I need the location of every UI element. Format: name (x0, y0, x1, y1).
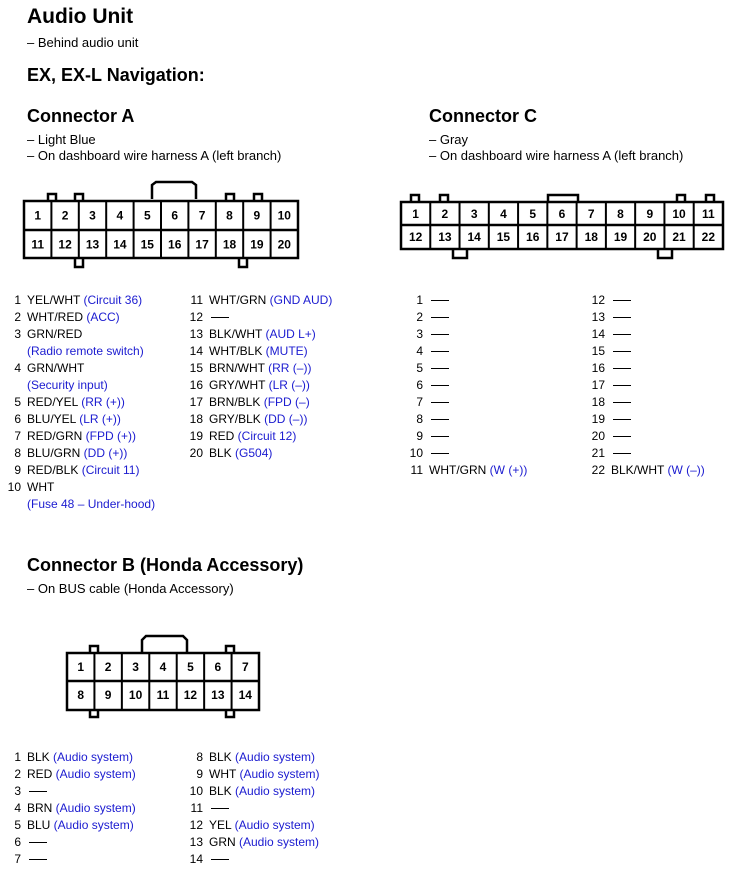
pin-number: 11 (410, 463, 423, 477)
no-wire-dash (211, 317, 229, 318)
connector-a-cell-4: 4 (116, 208, 124, 223)
connector-c-pin-15 (591, 343, 705, 360)
pin-circuit-description: (FPD (+)) (82, 429, 137, 443)
no-wire-dash (211, 808, 229, 809)
pin-number: 6 (416, 378, 423, 392)
connector-a-pin-8 (14, 445, 155, 462)
connector-b-pin-7 (14, 851, 136, 868)
pin-number: 18 (189, 412, 203, 426)
pin-circuit-description: (G504) (231, 446, 273, 460)
connector-b-pin-3 (14, 783, 136, 800)
pin-wire-color: RED (27, 767, 53, 781)
connector-b-pin-8 (196, 749, 319, 766)
connector-a-note-color: – Light Blue (27, 132, 96, 147)
connector-a-pin-10 (7, 479, 156, 513)
connector-a-cell-20: 20 (277, 237, 291, 252)
connector-a-cell-6: 6 (171, 208, 179, 223)
connector-a-pin-6 (14, 411, 155, 428)
no-wire-dash (29, 791, 47, 792)
connector-a-cell-7: 7 (198, 208, 206, 223)
pin-number: 11 (190, 801, 203, 815)
connector-b-pin-9 (196, 766, 320, 783)
no-wire-dash (613, 317, 631, 318)
pin-number: 9 (416, 429, 423, 443)
connector-a-pin-20 (189, 445, 332, 462)
connector-a-cell-18: 18 (222, 237, 237, 252)
pin-number: 12 (189, 818, 203, 832)
connector-c-pin-7 (416, 394, 527, 411)
pin-number: 20 (591, 429, 605, 443)
connector-a-pin-11 (190, 292, 333, 309)
connector-a-cell-11: 11 (31, 237, 45, 252)
connector-c-cell-6: 6 (558, 207, 566, 221)
pin-circuit-description: (Audio system) (52, 801, 136, 815)
connector-a-pin-15 (189, 360, 332, 377)
connector-c-cell-10: 10 (672, 207, 686, 221)
connector-c-pin-13 (591, 309, 705, 326)
pin-number: 10 (189, 784, 203, 798)
no-wire-dash (431, 300, 449, 301)
connector-c-cell-11: 11 (701, 207, 715, 221)
pin-circuit-description: (Audio system) (231, 750, 316, 764)
pin-number: 20 (189, 446, 203, 460)
connector-a-cell-10: 10 (277, 208, 291, 223)
pin-number: 6 (14, 412, 21, 426)
connector-b-cell-14: 14 (238, 688, 252, 702)
pin-wire-color: BLK (209, 784, 232, 798)
pin-number: 3 (14, 327, 21, 341)
no-wire-dash (613, 368, 631, 369)
connector-c-pin-22 (591, 462, 705, 479)
page-title: Audio Unit (27, 5, 134, 28)
pin-wire-color: GRY/BLK (209, 412, 261, 426)
connector-b-cell-6: 6 (214, 660, 222, 674)
pin-number: 3 (416, 327, 423, 341)
pin-circuit-description: (ACC) (83, 310, 120, 324)
pin-circuit-description: (LR (–)) (265, 378, 310, 392)
no-wire-dash (431, 368, 449, 369)
pin-number: 9 (196, 767, 203, 781)
pin-number: 8 (14, 446, 21, 460)
connector-b-note-location: – On BUS cable (Honda Accessory) (27, 581, 234, 596)
connector-a-pin-16 (189, 377, 332, 394)
no-wire-dash (431, 419, 449, 420)
pin-circuit-description: (Radio remote switch) (27, 344, 144, 358)
pin-wire-color: GRN/WHT (27, 361, 85, 375)
connector-c-pin-1 (416, 292, 527, 309)
connector-c-cell-19: 19 (613, 230, 628, 244)
connector-b-cell-13: 13 (211, 688, 225, 702)
connector-c-cell-21: 21 (672, 230, 686, 244)
pin-number: 7 (14, 852, 21, 866)
connector-b-cell-4: 4 (159, 660, 167, 674)
connector-a-note-location: – On dashboard wire harness A (left branch) (27, 148, 282, 163)
connector-a-pin-17 (189, 394, 332, 411)
connector-a-pin-4 (14, 360, 155, 394)
connector-c-pin-17 (591, 377, 705, 394)
connector-c-cell-9: 9 (646, 207, 654, 221)
connector-c-title: Connector C (429, 106, 537, 126)
connector-b-cell-1: 1 (77, 660, 85, 674)
no-wire-dash (613, 453, 631, 454)
no-wire-dash (211, 859, 229, 860)
pin-wire-color: YEL (209, 818, 232, 832)
connector-c-cell-15: 15 (496, 230, 511, 244)
pin-circuit-description: (Security input) (27, 378, 108, 392)
no-wire-dash (613, 402, 631, 403)
connector-a-pin-1 (14, 292, 155, 309)
pin-circuit-description: (Circuit 11) (78, 463, 140, 477)
pin-wire-color: BLK (209, 446, 232, 460)
pin-wire-color: WHT (209, 767, 237, 781)
connector-c-pin-9 (416, 428, 527, 445)
connector-b-pin-11 (190, 800, 319, 817)
pin-wire-color: WHT/BLK (209, 344, 263, 358)
connector-a-cell-14: 14 (113, 237, 127, 252)
pin-number: 16 (189, 378, 203, 392)
connector-b-pin-list-right (189, 749, 320, 868)
connector-a-cell-13: 13 (85, 237, 100, 252)
pin-circuit-description: (RR (–)) (264, 361, 312, 375)
pin-number: 10 (409, 446, 423, 460)
pin-number: 18 (591, 395, 605, 409)
pin-circuit-description: (Audio system) (231, 784, 316, 798)
pin-wire-color: YEL/WHT (27, 293, 81, 307)
pin-circuit-description: (W (–)) (664, 463, 705, 477)
connector-c-pin-list-right (591, 292, 705, 479)
connector-a-cell-19: 19 (250, 237, 264, 252)
pin-wire-color: WHT/GRN (429, 463, 487, 477)
pin-circuit-description: (Audio system) (236, 767, 320, 781)
connector-a-cell-16: 16 (168, 237, 182, 252)
connector-b-cell-10: 10 (128, 688, 143, 702)
pin-circuit-description: (AUD L+) (262, 327, 316, 341)
pin-number: 22 (591, 463, 605, 477)
connector-c-cell-13: 13 (438, 230, 452, 244)
pin-number: 4 (14, 801, 21, 815)
pin-number: 15 (591, 344, 605, 358)
connector-a-pin-19 (189, 428, 332, 445)
connector-c-pin-5 (416, 360, 527, 377)
connector-c-cell-8: 8 (617, 207, 624, 221)
connector-c-cell-20: 20 (643, 230, 657, 244)
connector-c-pin-list-left (409, 292, 528, 479)
connector-b-pin-13 (189, 834, 320, 851)
connector-c-cell-16: 16 (526, 230, 540, 244)
connector-a-pin-7 (14, 428, 155, 445)
pin-circuit-description: (RR (+)) (77, 395, 125, 409)
connector-c-pin-21 (591, 445, 705, 462)
connector-b-cell-7: 7 (241, 660, 249, 674)
pin-number: 14 (591, 327, 605, 341)
connector-a-pin-13 (189, 326, 332, 343)
pin-wire-color: RED (209, 429, 235, 443)
connector-a-cell-17: 17 (195, 237, 209, 252)
connector-c-pin-4 (416, 343, 527, 360)
connector-b-pin-list-left (14, 749, 136, 868)
connector-c-pin-6 (416, 377, 527, 394)
pin-number: 17 (591, 378, 605, 392)
pin-wire-color: RED/BLK (27, 463, 79, 477)
pin-circuit-description: (DD (–)) (260, 412, 308, 426)
pin-wire-color: RED/YEL (27, 395, 78, 409)
no-wire-dash (613, 385, 631, 386)
connector-a-cell-15: 15 (140, 237, 154, 252)
no-wire-dash (29, 859, 47, 860)
pin-number: 1 (14, 750, 21, 764)
connector-c-pin-11 (410, 462, 528, 479)
pin-number: 21 (591, 446, 605, 460)
connector-a-pin-5 (14, 394, 155, 411)
connector-b-pin-12 (189, 817, 319, 834)
connector-c-cell-7: 7 (587, 207, 595, 221)
no-wire-dash (431, 453, 449, 454)
pin-circuit-description: (Audio system) (235, 835, 320, 849)
connector-c-pin-8 (416, 411, 527, 428)
pin-number: 4 (416, 344, 423, 358)
pin-wire-color: BRN (27, 801, 53, 815)
pin-wire-color: BLK (209, 750, 232, 764)
connector-c-pin-16 (591, 360, 705, 377)
connector-c-cell-14: 14 (467, 230, 481, 244)
pin-number: 14 (189, 344, 203, 358)
pin-circuit-description: (Circuit 12) (234, 429, 297, 443)
pin-number: 3 (14, 784, 21, 798)
connector-a-cell-3: 3 (89, 208, 96, 223)
variant-heading: EX, EX-L Navigation: (27, 65, 205, 85)
connector-b-pin-2 (14, 766, 136, 783)
pin-circuit-description: (Circuit 36) (80, 293, 143, 307)
no-wire-dash (29, 842, 47, 843)
connector-c-note-location: – On dashboard wire harness A (left branch) (429, 148, 684, 163)
pin-number: 5 (14, 818, 21, 832)
no-wire-dash (613, 351, 631, 352)
connector-a-title: Connector A (27, 106, 135, 126)
connector-c-cell-3: 3 (470, 207, 478, 221)
connector-c-cell-12: 12 (408, 230, 423, 244)
pin-wire-color: WHT/GRN (209, 293, 267, 307)
pin-number: 6 (14, 835, 21, 849)
pin-circuit-description: (DD (+)) (80, 446, 128, 460)
connector-c-pin-20 (591, 428, 705, 445)
connector-a-cell-12: 12 (58, 237, 72, 252)
pin-circuit-description: (FPD (–) (260, 395, 310, 409)
connector-b-cell-8: 8 (77, 688, 85, 702)
connector-b-pin-14 (189, 851, 319, 868)
pin-number: 1 (416, 293, 423, 307)
connector-a-pin-9 (14, 462, 155, 479)
connector-c-cell-2: 2 (441, 207, 449, 221)
pin-wire-color: BRN/BLK (209, 395, 261, 409)
connector-a-cell-2: 2 (61, 208, 69, 223)
connector-c-pin-14 (591, 326, 705, 343)
pin-wire-color: BLU/GRN (27, 446, 81, 460)
pin-number: 15 (189, 361, 203, 375)
pin-circuit-description: (Audio system) (231, 818, 315, 832)
pin-number: 2 (14, 310, 21, 324)
pin-wire-color: WHT/RED (27, 310, 83, 324)
pin-number: 14 (189, 852, 203, 866)
pin-number: 1 (14, 293, 21, 307)
connector-b-pin-1 (14, 749, 136, 766)
connector-c-pin-10 (409, 445, 527, 462)
pin-circuit-description: (MUTE) (262, 344, 308, 358)
pin-wire-color: RED/GRN (27, 429, 83, 443)
pin-number: 7 (416, 395, 423, 409)
connector-c-cell-22: 22 (701, 230, 716, 244)
connector-a-cell-5: 5 (143, 208, 151, 223)
connector-b-cell-5: 5 (187, 660, 194, 674)
pin-circuit-description: (GND AUD) (266, 293, 333, 307)
pin-circuit-description: (Audio system) (50, 818, 134, 832)
no-wire-dash (613, 334, 631, 335)
no-wire-dash (431, 317, 449, 318)
connector-b-cell-9: 9 (104, 688, 112, 702)
connector-a-pin-14 (189, 343, 332, 360)
no-wire-dash (431, 351, 449, 352)
connector-c-pin-12 (591, 292, 705, 309)
pin-number: 8 (416, 412, 423, 426)
connector-b-cell-11: 11 (156, 688, 170, 702)
no-wire-dash (431, 402, 449, 403)
pin-wire-color: BRN/WHT (209, 361, 265, 375)
connector-c-pin-2 (416, 309, 527, 326)
pin-number: 2 (416, 310, 423, 324)
pin-number: 12 (189, 310, 203, 324)
connector-c-note-color: – Gray (429, 132, 469, 147)
pin-wire-color: BLK (27, 750, 50, 764)
no-wire-dash (431, 436, 449, 437)
connector-a-pin-2 (14, 309, 155, 326)
pin-wire-color: GRN/RED (27, 327, 83, 341)
pin-number: 19 (591, 412, 605, 426)
pin-circuit-description: (Audio system) (52, 767, 136, 781)
pin-number: 8 (196, 750, 203, 764)
connector-b-title: Connector B (Honda Accessory) (27, 555, 304, 575)
connector-a-cell-8: 8 (226, 208, 233, 223)
connector-b-pin-10 (189, 783, 319, 800)
pin-number: 16 (591, 361, 605, 375)
pin-wire-color: WHT (27, 480, 55, 494)
pin-wire-color: BLU (27, 818, 51, 832)
connector-a-pin-list-left (7, 292, 156, 513)
connector-a-cell-1: 1 (34, 208, 42, 223)
connector-b-cell-12: 12 (183, 688, 198, 702)
pin-number: 5 (416, 361, 423, 375)
pin-wire-color: BLK/WHT (209, 327, 263, 341)
pin-number: 10 (7, 480, 21, 494)
connector-c-pin-19 (591, 411, 705, 428)
pin-number: 9 (14, 463, 21, 477)
pin-wire-color: GRY/WHT (209, 378, 266, 392)
pin-number: 2 (14, 767, 21, 781)
pin-number: 19 (189, 429, 203, 443)
pin-number: 5 (14, 395, 21, 409)
pin-number: 13 (189, 835, 203, 849)
page-title-note: – Behind audio unit (27, 35, 139, 50)
pin-circuit-description: (Audio system) (49, 750, 134, 764)
connector-c-cell-4: 4 (500, 207, 507, 221)
pin-number: 13 (189, 327, 203, 341)
no-wire-dash (613, 419, 631, 420)
no-wire-dash (431, 334, 449, 335)
pin-number: 7 (14, 429, 21, 443)
pin-circuit-description: (LR (+)) (75, 412, 121, 426)
pin-number: 11 (190, 293, 203, 307)
pin-number: 12 (591, 293, 605, 307)
connector-b-cell-2: 2 (104, 660, 112, 674)
connector-c-cell-5: 5 (529, 207, 537, 221)
connector-b-pin-4 (14, 800, 136, 817)
pin-number: 17 (189, 395, 203, 409)
connector-c-cell-18: 18 (584, 230, 598, 244)
no-wire-dash (613, 436, 631, 437)
connector-c-face (401, 195, 723, 258)
connector-c-cell-17: 17 (555, 230, 569, 244)
pin-number: 4 (14, 361, 21, 375)
connector-c-cell-1: 1 (412, 207, 419, 221)
connector-b-cell-3: 3 (132, 660, 139, 674)
connector-b-pin-6 (14, 834, 136, 851)
connector-a-pin-18 (189, 411, 332, 428)
connector-b-face (67, 636, 259, 717)
pin-number: 13 (591, 310, 605, 324)
connector-b-pin-5 (14, 817, 136, 834)
connector-c-pin-18 (591, 394, 705, 411)
connector-a-pin-3 (14, 326, 155, 360)
pin-wire-color: BLU/YEL (27, 412, 76, 426)
no-wire-dash (431, 385, 449, 386)
no-wire-dash (613, 300, 631, 301)
connector-a-cell-9: 9 (253, 208, 261, 223)
connector-a-pin-12 (189, 309, 332, 326)
pin-wire-color: GRN (209, 835, 236, 849)
connector-a-pin-list-right (189, 292, 333, 462)
pin-circuit-description: (W (+)) (486, 463, 528, 477)
pin-wire-color: BLK/WHT (611, 463, 665, 477)
pin-circuit-description: (Fuse 48 – Under-hood) (27, 497, 156, 511)
connector-c-pin-3 (416, 326, 527, 343)
